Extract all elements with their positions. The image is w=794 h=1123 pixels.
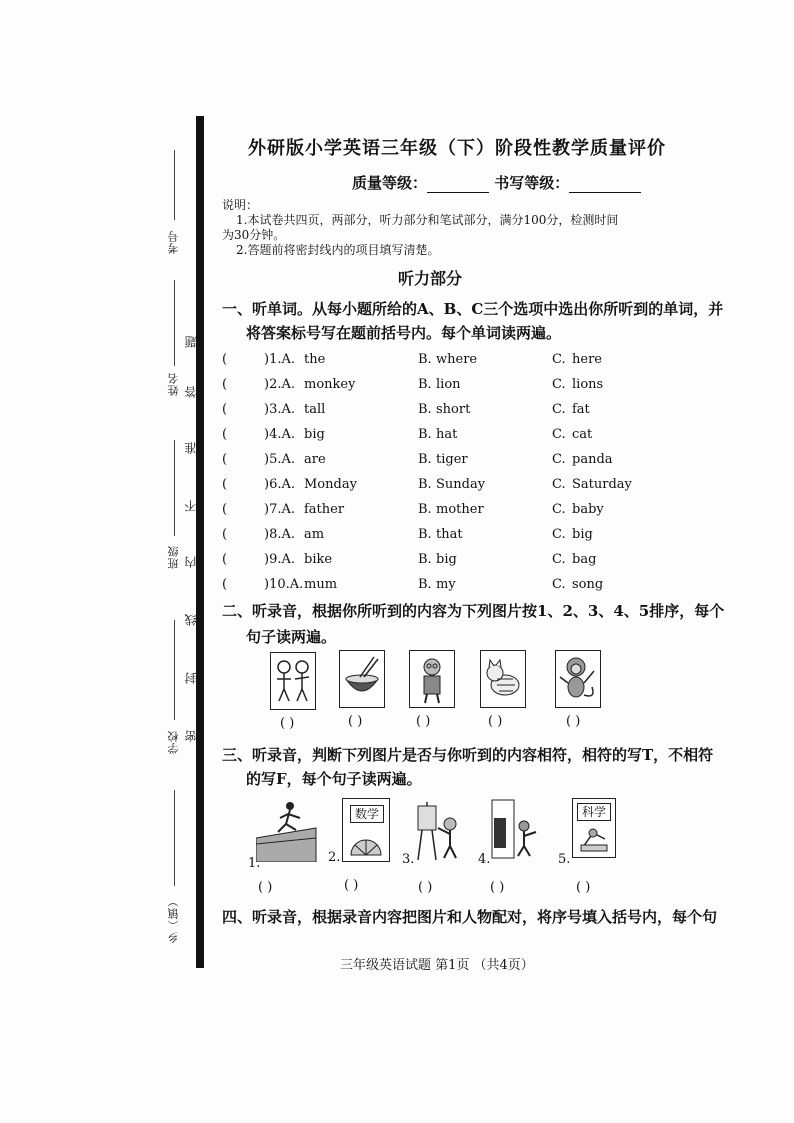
q1-item-number: )1.A. — [264, 352, 295, 367]
q1-option-c: panda — [572, 452, 613, 467]
q3-number-3: 3. — [402, 852, 415, 867]
grandpa-picture — [409, 650, 455, 708]
name-label: 姓名 — [167, 372, 180, 396]
science-book-title: 科学 — [577, 803, 611, 821]
q1-option-b-label: B. — [418, 427, 432, 442]
q1-option-c-label: C. — [552, 552, 566, 567]
q1-option-b-label: B. — [418, 352, 432, 367]
q1-option-c-label: C. — [552, 402, 566, 417]
q1-item-number: )5.A. — [264, 452, 295, 467]
q3-answer-3[interactable]: ( ) — [418, 880, 433, 895]
q1-open-paren[interactable]: ( — [222, 402, 228, 417]
q1-open-paren[interactable]: ( — [222, 352, 228, 367]
q1-open-paren[interactable]: ( — [222, 502, 228, 517]
q1-option-c-label: C. — [552, 352, 566, 367]
notes-label: 说明： — [222, 198, 259, 212]
q1-option-b-label: B. — [418, 477, 432, 492]
painting-picture — [414, 800, 464, 862]
q1-option-a: monkey — [304, 377, 356, 392]
q1-option-b-label: B. — [418, 502, 432, 517]
q1-option-c: baby — [572, 502, 604, 517]
writing-grade-blank[interactable] — [569, 178, 641, 193]
q1-option-a: Monday — [304, 477, 357, 492]
q1-option-c: song — [572, 577, 604, 592]
q2-answer-3[interactable]: ( ) — [416, 714, 431, 729]
q1-option-b: short — [436, 402, 471, 417]
q1-option-a: are — [304, 452, 326, 467]
exam-number-label: 考号 — [167, 230, 180, 254]
q2-answer-4[interactable]: ( ) — [488, 714, 503, 729]
q1-option-b-label: B. — [418, 402, 432, 417]
q1-item-row — [222, 402, 642, 422]
q1-item-number: )2.A. — [264, 377, 295, 392]
page-footer: 三年级英语试题 第1页 （共4页） — [340, 958, 534, 973]
q1-option-a: father — [304, 502, 345, 517]
q1-open-paren[interactable]: ( — [222, 427, 228, 442]
page-title: 外研版小学英语三年级（下）阶段性教学质量评价 — [248, 138, 666, 159]
q4-instruction-1: 四、听录音，根据录音内容把图片和人物配对，将序号填入括号内，每个句 — [222, 908, 718, 926]
q3-number-2: 2. — [328, 850, 341, 865]
q1-open-paren[interactable]: ( — [222, 527, 228, 542]
q1-option-b: hat — [436, 427, 458, 442]
q1-option-c: here — [572, 352, 602, 367]
q1-option-b-label: B. — [418, 527, 432, 542]
school-line — [174, 620, 175, 720]
q1-instruction-1: 一、听单词。从每小题所给的A、B、C三个选项中选出你所听到的单词，并 — [222, 300, 724, 318]
q3-instruction-2: 的写F，每个句子读两遍。 — [246, 770, 422, 788]
q1-item-row — [222, 577, 642, 597]
q1-option-c-label: C. — [552, 377, 566, 392]
q1-item-row — [222, 352, 642, 372]
seal-char: 题 — [184, 336, 198, 348]
q1-option-c: fat — [572, 402, 590, 417]
q1-item-row — [222, 477, 642, 497]
q2-instruction-1: 二、听录音，根据你所听到的内容为下列图片按1、2、3、4、5排序，每个 — [222, 602, 725, 620]
town-line — [174, 790, 175, 886]
seal-char: 不 — [184, 500, 198, 512]
q2-instruction-2: 句子读两遍。 — [246, 628, 337, 646]
children-picture — [270, 652, 316, 710]
q1-item-row — [222, 377, 642, 397]
q1-option-a: bike — [304, 552, 333, 567]
q1-item-number: )10.A. — [264, 577, 304, 592]
name-line — [174, 280, 175, 366]
q1-option-c-label: C. — [552, 527, 566, 542]
q1-open-paren[interactable]: ( — [222, 377, 228, 392]
q1-open-paren[interactable]: ( — [222, 552, 228, 567]
q1-item-number: )8.A. — [264, 527, 295, 542]
exam-number-line — [174, 150, 175, 220]
notes-line-2: 2.答题前将密封线内的项目填写清楚。 — [236, 243, 440, 257]
q1-open-paren[interactable]: ( — [222, 577, 228, 592]
seal-char: 密 — [184, 730, 198, 742]
q1-item-row — [222, 452, 642, 472]
q1-item-number: )7.A. — [264, 502, 295, 517]
seal-char: 线 — [184, 614, 198, 626]
q1-option-a: big — [304, 427, 325, 442]
class-line — [174, 440, 175, 536]
q3-number-5: 5. — [558, 852, 571, 867]
door-picture — [490, 798, 540, 860]
monkey-picture — [555, 650, 601, 708]
seal-char: 封 — [184, 672, 198, 684]
q1-instruction-2: 将答案标号写在题前括号内。每个单词读两遍。 — [246, 324, 562, 342]
q1-item-number: )4.A. — [264, 427, 295, 442]
grade-fields — [352, 172, 641, 193]
q3-answer-4[interactable]: ( ) — [490, 880, 505, 895]
q1-option-a: the — [304, 352, 326, 367]
q1-option-b: where — [436, 352, 478, 367]
q1-option-b: my — [436, 577, 456, 592]
quality-grade-blank[interactable] — [427, 178, 489, 193]
q1-option-b-label: B. — [418, 577, 432, 592]
q1-option-b: Sunday — [436, 477, 486, 492]
q1-option-c-label: C. — [552, 477, 566, 492]
seal-char: 答 — [184, 386, 198, 398]
skating-picture — [256, 798, 320, 862]
section-heading: 听力部分 — [398, 269, 463, 288]
q1-option-c-label: C. — [552, 502, 566, 517]
writing-grade-label: 书写等级： — [494, 174, 570, 192]
q1-open-paren[interactable]: ( — [222, 477, 228, 492]
q3-answer-1[interactable]: ( ) — [258, 880, 273, 895]
q2-answer-1[interactable]: ( ) — [280, 716, 295, 731]
school-label: 学校 — [167, 730, 180, 754]
q1-item-row — [222, 527, 642, 547]
q1-option-b: tiger — [436, 452, 468, 467]
town-label: 乡（镇） — [167, 895, 180, 943]
q1-item-number: )9.A. — [264, 552, 295, 567]
q1-option-b-label: B. — [418, 552, 432, 567]
q1-item-row — [222, 427, 642, 447]
q3-answer-2[interactable]: ( ) — [344, 878, 359, 893]
q1-option-c-label: C. — [552, 577, 566, 592]
q1-option-b-label: B. — [418, 377, 432, 392]
q1-option-c-label: C. — [552, 427, 566, 442]
notes-line-1b: 为30分钟。 — [222, 228, 286, 242]
q1-item-number: )6.A. — [264, 477, 295, 492]
q1-open-paren[interactable]: ( — [222, 452, 228, 467]
q1-item-row — [222, 502, 642, 522]
quality-grade-label: 质量等级： — [352, 174, 428, 192]
q3-instruction-1: 三、听录音，判断下列图片是否与你听到的内容相符，相符的写T，不相符 — [222, 746, 714, 764]
q1-option-b: mother — [436, 502, 484, 517]
q1-option-c: Saturday — [572, 477, 632, 492]
math-book-title: 数学 — [350, 805, 384, 823]
notes-line-1: 1.本试卷共四页，两部分，听力部分和笔试部分，满分100分，检测时间 — [236, 213, 619, 227]
science-book-picture — [572, 798, 616, 858]
q1-option-c: big — [572, 527, 593, 542]
q1-item-number: )3.A. — [264, 402, 295, 417]
q1-option-a: am — [304, 527, 325, 542]
q1-option-b: that — [436, 527, 463, 542]
q1-option-b-label: B. — [418, 452, 432, 467]
q1-option-c: lions — [572, 377, 604, 392]
cat-picture — [480, 650, 526, 708]
q3-answer-5[interactable]: ( ) — [576, 880, 591, 895]
seal-char: 内 — [184, 556, 198, 568]
noodles-picture — [339, 650, 385, 708]
q1-option-c-label: C. — [552, 452, 566, 467]
q1-option-a: tall — [304, 402, 326, 417]
q2-answer-2[interactable]: ( ) — [348, 714, 363, 729]
q2-answer-5[interactable]: ( ) — [566, 714, 581, 729]
math-book-picture — [342, 798, 390, 862]
q1-option-c: bag — [572, 552, 597, 567]
q1-option-b: big — [436, 552, 457, 567]
q3-number-4: 4. — [478, 852, 491, 867]
binding-bar — [196, 116, 204, 968]
q1-option-a: mum — [304, 577, 338, 592]
class-label: 班级 — [167, 545, 180, 569]
q1-option-c: cat — [572, 427, 593, 442]
seal-char: 准 — [184, 442, 198, 454]
q1-item-row — [222, 552, 642, 572]
q1-option-b: lion — [436, 377, 461, 392]
q3-number-1: 1. — [248, 856, 261, 871]
